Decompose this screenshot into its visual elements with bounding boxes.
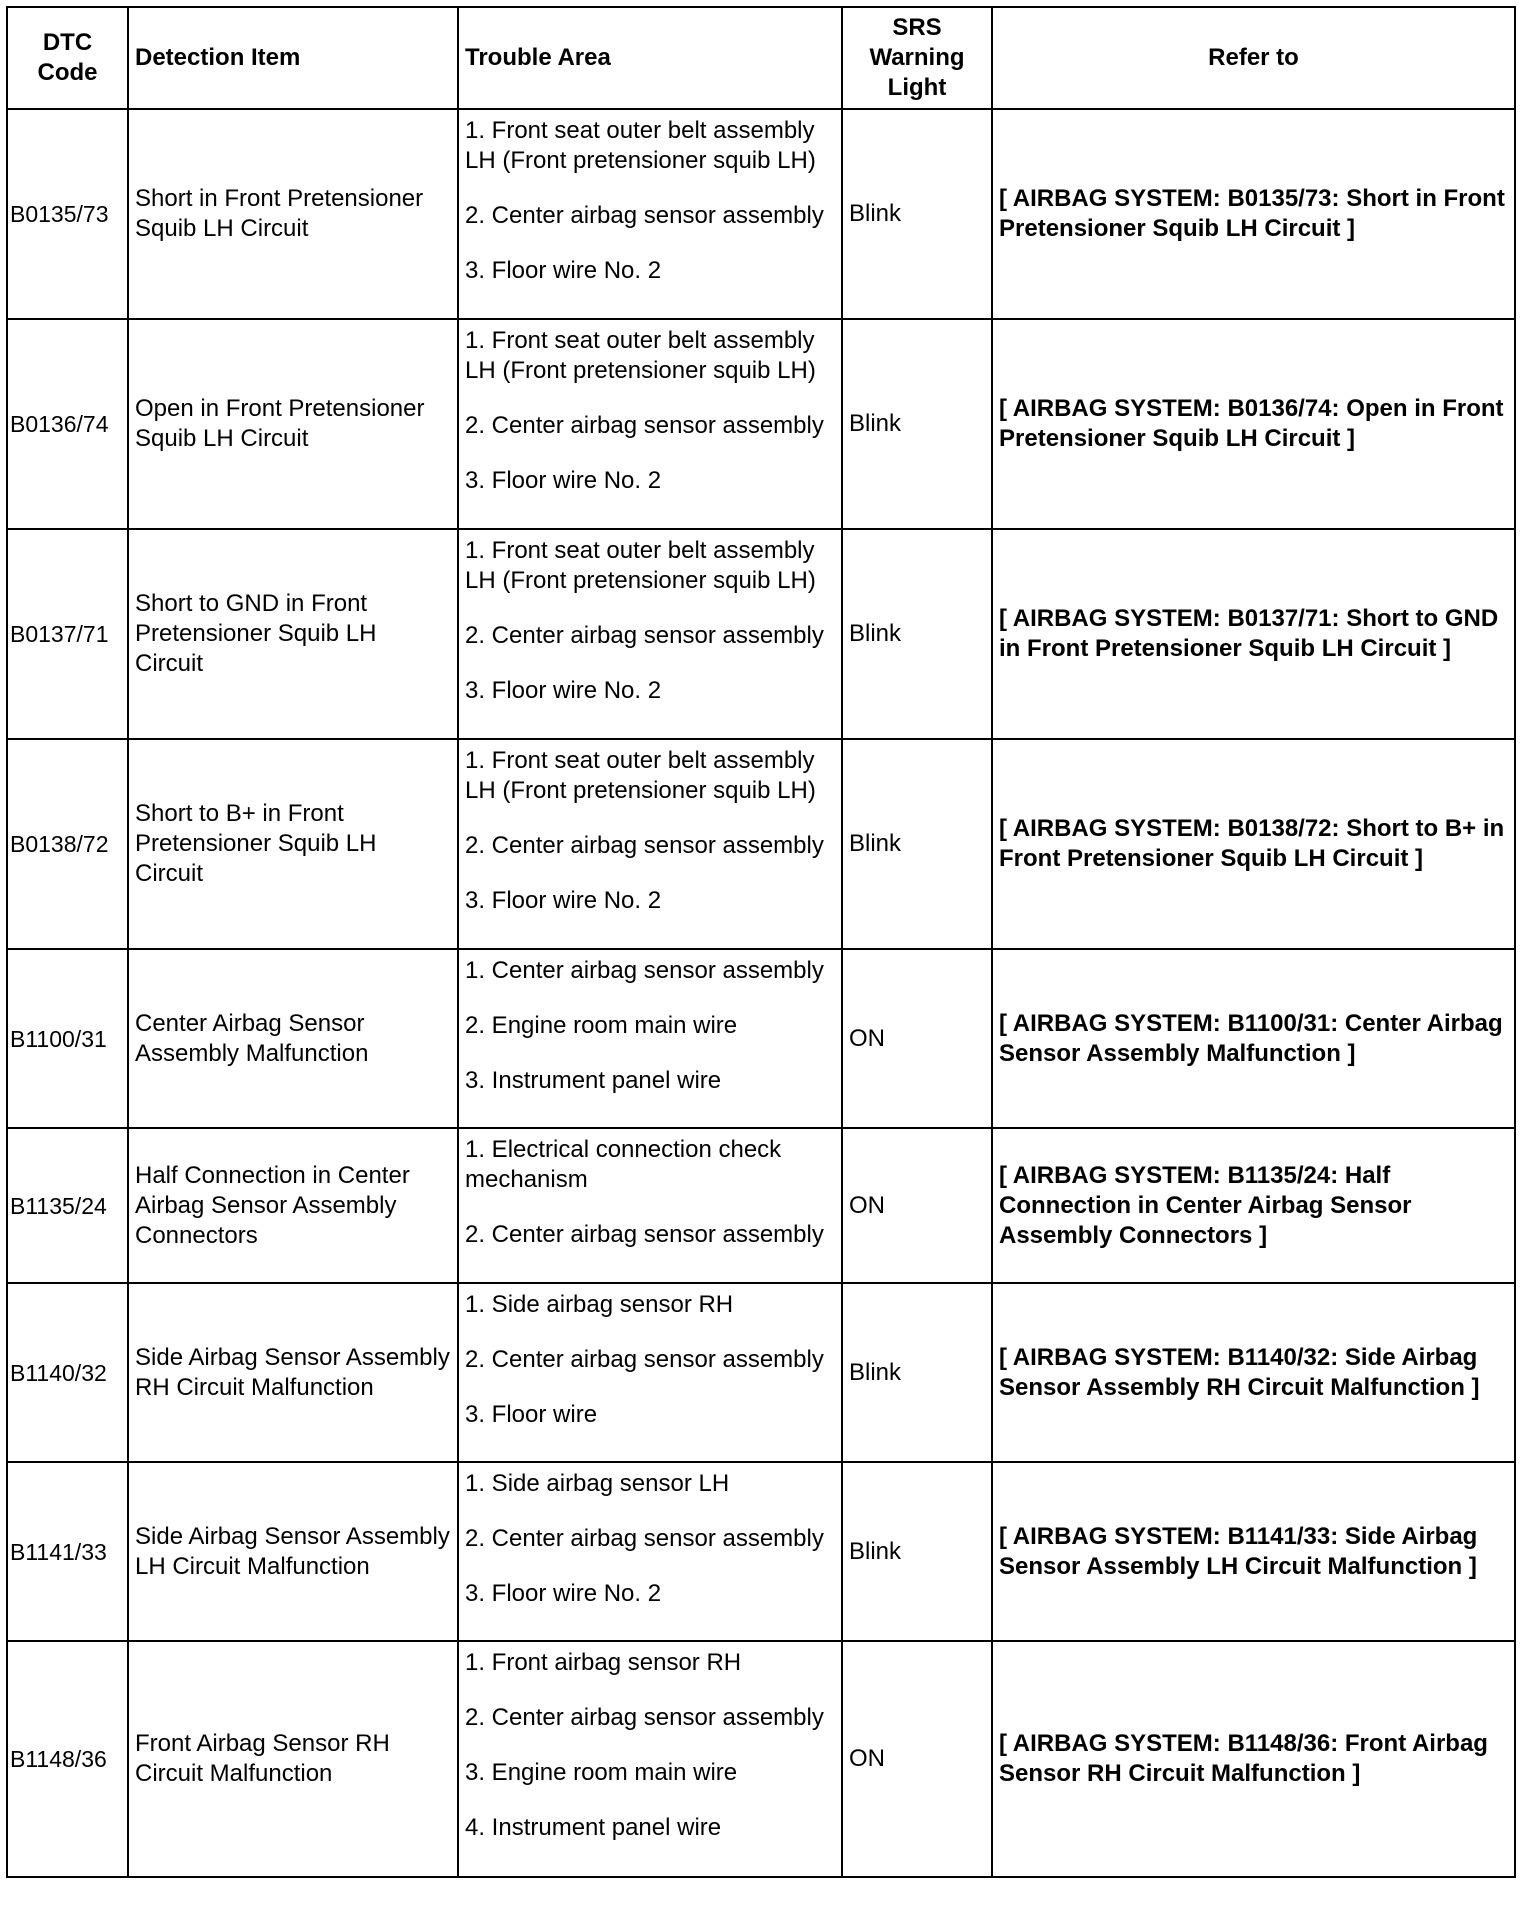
trouble-area-item: 3. Floor wire No. 2 bbox=[465, 257, 662, 284]
refer-to-link[interactable]: [ AIRBAG SYSTEM: B1100/31: Center Airbag Sensor Assembly Malfunction ] bbox=[992, 949, 1515, 1128]
dtc-code-cell: B0135/73 bbox=[7, 109, 128, 319]
table-row bbox=[7, 1283, 1515, 1462]
trouble-area-item: 1. Front seat outer belt assembly LH (Front pretensioner squib LH) bbox=[465, 537, 816, 594]
refer-to-link[interactable]: [ AIRBAG SYSTEM: B0136/74: Open in Front Pretensioner Squib LH Circuit ] bbox=[992, 319, 1515, 529]
detection-item-cell: Short to GND in Front Pretensioner Squib LH Circuit bbox=[128, 529, 458, 739]
trouble-area-cell bbox=[458, 1283, 842, 1462]
trouble-area-item: 2. Center airbag sensor assembly bbox=[465, 832, 824, 859]
detection-item-cell: Front Airbag Sensor RH Circuit Malfunction bbox=[128, 1641, 458, 1877]
trouble-area-item: 2. Center airbag sensor assembly bbox=[465, 1221, 824, 1248]
trouble-area-item: 2. Center airbag sensor assembly bbox=[465, 202, 824, 229]
trouble-area-cell bbox=[458, 1462, 842, 1641]
table-row bbox=[7, 739, 1515, 949]
trouble-area-item: 1. Front seat outer belt assembly LH (Front pretensioner squib LH) bbox=[465, 327, 816, 384]
trouble-area-cell bbox=[458, 1128, 842, 1283]
trouble-area-cell bbox=[458, 949, 842, 1128]
detection-item-cell: Side Airbag Sensor Assembly LH Circuit Malfunction bbox=[128, 1462, 458, 1641]
table-row bbox=[7, 109, 1515, 319]
refer-to-link[interactable]: [ AIRBAG SYSTEM: B0135/73: Short in Front Pretensioner Squib LH Circuit ] bbox=[992, 109, 1515, 319]
trouble-area-item: 3. Floor wire No. 2 bbox=[465, 677, 662, 704]
trouble-area-item: 2. Center airbag sensor assembly bbox=[465, 1704, 824, 1731]
trouble-area-item: 3. Floor wire bbox=[465, 1401, 598, 1428]
trouble-area-item: 3. Floor wire No. 2 bbox=[465, 887, 662, 914]
srs-warning-light-cell: Blink bbox=[842, 1283, 992, 1462]
srs-warning-light-cell: Blink bbox=[842, 109, 992, 319]
detection-item-cell: Short to B+ in Front Pretensioner Squib LH Circuit bbox=[128, 739, 458, 949]
trouble-area-cell bbox=[458, 529, 842, 739]
dtc-code-cell: B1141/33 bbox=[7, 1462, 128, 1641]
detection-item-cell: Open in Front Pretensioner Squib LH Circuit bbox=[128, 319, 458, 529]
detection-item-cell: Center Airbag Sensor Assembly Malfunction bbox=[128, 949, 458, 1128]
srs-warning-light-cell: ON bbox=[842, 1128, 992, 1283]
trouble-area-item: 1. Electrical connection check mechanism bbox=[465, 1136, 782, 1193]
trouble-area-item: 2. Center airbag sensor assembly bbox=[465, 1525, 824, 1552]
dtc-code-cell: B0137/71 bbox=[7, 529, 128, 739]
trouble-area-item: 1. Front airbag sensor RH bbox=[465, 1649, 742, 1676]
trouble-area-cell bbox=[458, 1641, 842, 1877]
srs-warning-light-cell: ON bbox=[842, 1641, 992, 1877]
header-detection-item: Detection Item bbox=[128, 7, 458, 109]
table-row bbox=[7, 1641, 1515, 1877]
table-row bbox=[7, 1128, 1515, 1283]
trouble-area-item: 2. Center airbag sensor assembly bbox=[465, 622, 824, 649]
srs-warning-light-cell: Blink bbox=[842, 529, 992, 739]
refer-to-link[interactable]: [ AIRBAG SYSTEM: B0138/72: Short to B+ in Front Pretensioner Squib LH Circuit ] bbox=[992, 739, 1515, 949]
srs-warning-light-cell: Blink bbox=[842, 739, 992, 949]
trouble-area-item: 3. Instrument panel wire bbox=[465, 1067, 722, 1094]
trouble-area-item: 4. Instrument panel wire bbox=[465, 1814, 722, 1841]
trouble-area-item: 1. Side airbag sensor LH bbox=[465, 1470, 730, 1497]
refer-to-link[interactable]: [ AIRBAG SYSTEM: B1141/33: Side Airbag Sensor Assembly LH Circuit Malfunction ] bbox=[992, 1462, 1515, 1641]
trouble-area-item: 1. Side airbag sensor RH bbox=[465, 1291, 734, 1318]
table-row bbox=[7, 949, 1515, 1128]
dtc-code-cell: B0136/74 bbox=[7, 319, 128, 529]
srs-warning-light-cell: Blink bbox=[842, 319, 992, 529]
header-srs-warning-light: SRS Warning Light bbox=[842, 7, 992, 109]
header-trouble-area: Trouble Area bbox=[458, 7, 842, 109]
dtc-code-cell: B1140/32 bbox=[7, 1283, 128, 1462]
trouble-area-item: 2. Center airbag sensor assembly bbox=[465, 1346, 824, 1373]
dtc-code-cell: B1135/24 bbox=[7, 1128, 128, 1283]
table-row bbox=[7, 1462, 1515, 1641]
header-row bbox=[7, 7, 1515, 109]
trouble-area-item: 3. Floor wire No. 2 bbox=[465, 1580, 662, 1607]
trouble-area-cell bbox=[458, 739, 842, 949]
detection-item-cell: Side Airbag Sensor Assembly RH Circuit Malfunction bbox=[128, 1283, 458, 1462]
dtc-code-cell: B1148/36 bbox=[7, 1641, 128, 1877]
table-row bbox=[7, 529, 1515, 739]
detection-item-cell: Short in Front Pretensioner Squib LH Circuit bbox=[128, 109, 458, 319]
trouble-area-cell bbox=[458, 109, 842, 319]
header-refer-to: Refer to bbox=[992, 7, 1515, 109]
trouble-area-cell bbox=[458, 319, 842, 529]
refer-to-link[interactable]: [ AIRBAG SYSTEM: B1148/36: Front Airbag Sensor RH Circuit Malfunction ] bbox=[992, 1641, 1515, 1877]
detection-item-cell: Half Connection in Center Airbag Sensor Assembly Connectors bbox=[128, 1128, 458, 1283]
refer-to-link[interactable]: [ AIRBAG SYSTEM: B1135/24: Half Connection in Center Airbag Sensor Assembly Connectors ] bbox=[992, 1128, 1515, 1283]
refer-to-link[interactable]: [ AIRBAG SYSTEM: B0137/71: Short to GND in Front Pretensioner Squib LH Circuit ] bbox=[992, 529, 1515, 739]
trouble-area-item: 3. Engine room main wire bbox=[465, 1759, 738, 1786]
refer-to-link[interactable]: [ AIRBAG SYSTEM: B1140/32: Side Airbag Sensor Assembly RH Circuit Malfunction ] bbox=[992, 1283, 1515, 1462]
trouble-area-item: 3. Floor wire No. 2 bbox=[465, 467, 662, 494]
table-row bbox=[7, 319, 1515, 529]
dtc-code-cell: B0138/72 bbox=[7, 739, 128, 949]
trouble-area-item: 2. Engine room main wire bbox=[465, 1012, 738, 1039]
header-dtc-code: DTC Code bbox=[7, 7, 128, 109]
trouble-area-item: 1. Front seat outer belt assembly LH (Front pretensioner squib LH) bbox=[465, 747, 816, 804]
trouble-area-item: 1. Front seat outer belt assembly LH (Front pretensioner squib LH) bbox=[465, 117, 816, 174]
trouble-area-item: 2. Center airbag sensor assembly bbox=[465, 412, 824, 439]
trouble-area-item: 1. Center airbag sensor assembly bbox=[465, 957, 824, 984]
dtc-code-cell: B1100/31 bbox=[7, 949, 128, 1128]
dtc-table bbox=[6, 6, 1516, 1878]
srs-warning-light-cell: Blink bbox=[842, 1462, 992, 1641]
srs-warning-light-cell: ON bbox=[842, 949, 992, 1128]
